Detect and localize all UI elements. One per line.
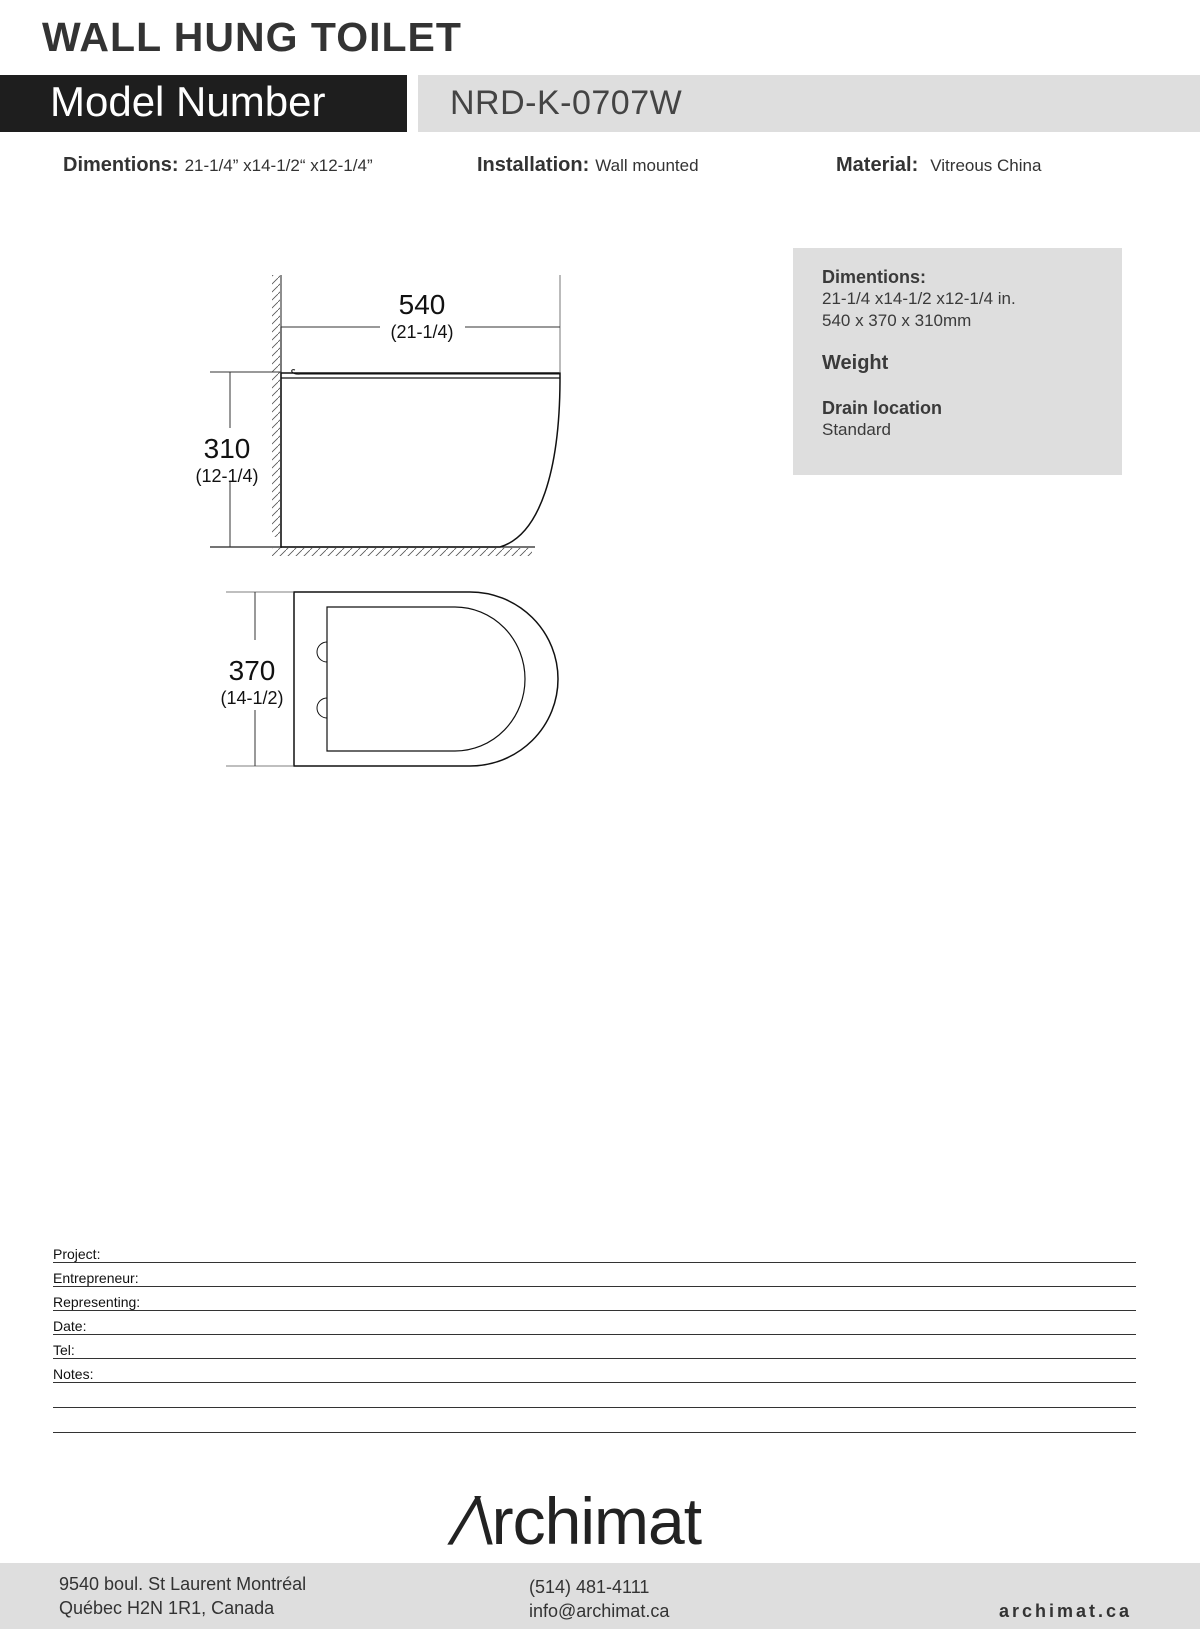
- spec-installation-label: Installation:: [477, 154, 590, 176]
- form-notes-label: Notes:: [53, 1366, 94, 1382]
- spec-dimensions-label: Dimentions:: [63, 154, 179, 176]
- spec-material: [836, 154, 1041, 177]
- logo-slash: /: [442, 1484, 485, 1558]
- form-tel-label: Tel:: [53, 1342, 75, 1358]
- form-notes-line-2[interactable]: [53, 1407, 1136, 1408]
- info-drain-label: Drain location: [822, 398, 943, 418]
- height-mm-label: 310: [203, 433, 251, 464]
- footer-phone: (514) 481-4111: [529, 1577, 650, 1597]
- toilet-technical-drawing: [190, 270, 570, 780]
- wall-hatch: [272, 275, 280, 537]
- form-entrepreneur-row[interactable]: [53, 1262, 1136, 1287]
- spec-dimensions-value: 21-1/4” x14-1/2“ x12-1/4”: [184, 156, 373, 175]
- form-representing-label: Representing:: [53, 1294, 141, 1310]
- spec-installation: [477, 154, 699, 177]
- toilet-side-body: [281, 373, 560, 547]
- form-notes-line-3[interactable]: [53, 1432, 1136, 1433]
- spec-material-label: Material:: [836, 154, 919, 176]
- form-project-row[interactable]: [53, 1238, 1136, 1263]
- floor-hatch: [272, 548, 532, 556]
- spec-dimensions: [63, 154, 373, 177]
- height-in-label: (12-1/4): [195, 466, 259, 486]
- info-drain-value: Standard: [822, 420, 891, 439]
- width-in-label: (14-1/2): [220, 688, 284, 708]
- form-representing-row[interactable]: [53, 1286, 1136, 1311]
- footer-website[interactable]: archimat.ca: [998, 1601, 1132, 1621]
- toilet-top-seat: [327, 607, 525, 751]
- info-weight-label: Weight: [822, 352, 889, 374]
- length-in-label: (21-1/4): [390, 322, 454, 342]
- footer-email[interactable]: info@archimat.ca: [529, 1601, 670, 1621]
- footer-bar: [0, 1563, 1200, 1629]
- logo-text: \rchimat: [474, 1484, 702, 1558]
- footer-address-line1: 9540 boul. St Laurent Montréal: [59, 1574, 307, 1594]
- form-notes-row[interactable]: [53, 1358, 1136, 1383]
- info-dimensions-mm: 540 x 370 x 310mm: [822, 311, 972, 330]
- form-date-row[interactable]: [53, 1310, 1136, 1335]
- spec-info-box: [793, 248, 1122, 475]
- width-mm-label: 370: [228, 655, 276, 686]
- page-title: WALL HUNG TOILET: [42, 14, 462, 60]
- toilet-top-view: [294, 592, 558, 766]
- spec-installation-value: Wall mounted: [595, 156, 699, 175]
- archimat-logo: [442, 1483, 702, 1559]
- form-entrepreneur-label: Entrepreneur:: [53, 1270, 139, 1286]
- model-number-label: Model Number: [50, 78, 326, 125]
- form-tel-row[interactable]: [53, 1334, 1136, 1359]
- form-project-label: Project:: [53, 1246, 101, 1262]
- length-mm-label: 540: [398, 289, 446, 320]
- form-date-label: Date:: [53, 1318, 87, 1334]
- spec-material-value: Vitreous China: [930, 156, 1042, 175]
- footer-address-line2: Québec H2N 1R1, Canada: [59, 1598, 275, 1618]
- info-dimensions-in: 21-1/4 x14-1/2 x12-1/4 in.: [822, 289, 1016, 308]
- model-number-value: NRD-K-0707W: [450, 84, 683, 122]
- info-dimensions-label: Dimentions:: [822, 267, 927, 287]
